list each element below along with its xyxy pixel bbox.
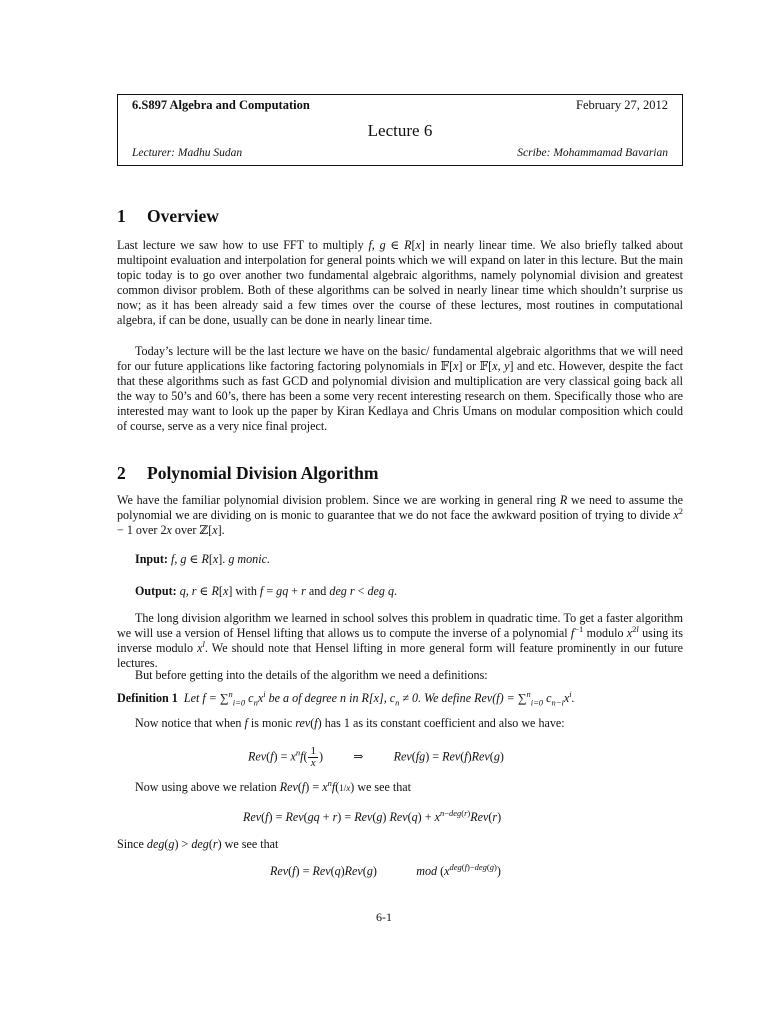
input-spec: Input: f, g ∈ R[x]. g monic.	[135, 552, 270, 566]
division-paragraph-1: We have the familiar polynomial division problem. Since we are working in general ring R we need to assume the polynomial we are dividing on is monic to guarantee that we do not face the awkward position of trying to divide $x^2 - 1$ over 2x over ℤ[x].	[117, 493, 683, 538]
section-heading-polynomial-division	[117, 463, 378, 484]
section-number: 2	[117, 463, 126, 483]
lecturer: Lecturer: Madhu Sudan	[132, 147, 243, 159]
lecture-date: February 27, 2012	[576, 98, 668, 112]
division-paragraph-4: Now notice that when f is monic rev(f) has 1 as its constant coefficient and also we have:	[135, 716, 565, 730]
equation-rev-identity: $Rev(f) = x^nf$( $\frac{1}{x}$ ) ⇒ Rev(fg) = Rev(f)Rev(g)	[248, 745, 504, 769]
lecture-title: Lecture 6	[367, 121, 433, 140]
section-number: 1	[117, 206, 126, 226]
course-title: 6.S897 Algebra and Computation	[132, 98, 310, 112]
scribe: Scribe: Mohammamad Bavarian	[517, 147, 668, 159]
definition-1: Definition 1 Let f = ∑$^n_{i=0}$ $c_nx^i$ be a of degree n in R[x], $c_n \ne 0$. We define Rev(f) = ∑$^n_{i=0}$ $c_{n-i}x^i$.	[117, 688, 575, 708]
overview-paragraph-2: Today’s lecture will be the last lecture we have on the basic/ fundamental algebraic algorithms that we will need for our future applications like factoring factoring polynomials in 𝔽[x] or 𝔽[x, y] and etc. However, despite the fact that these algorithms such as fast GCD and polynomial division and multiplication are very classical going back all the way to 50’s and 60’s, there has been a some very recent interesting research on them. Specifically those who are interested may want to look up the paper by Kiran Kedlaya and Chris Umans on modular composition which could of course, serve as a very nice final project.	[117, 344, 683, 434]
division-paragraph-2: The long division algorithm we learned in school solves this problem in quadratic time. To get a faster algorithm we will use a version of Hensel lifting that allows us to compute the inverse of a polynomial $f^{-1}$ modulo $x^{2l}$ using its inverse modulo $x^l$. We should note that Hensel lifting in more general form will feature prominently in our future lectures.	[117, 611, 683, 671]
section-title: Polynomial Division Algorithm	[147, 463, 379, 483]
division-paragraph-3: But before getting into the details of the algorithm we need a definitions:	[135, 668, 488, 682]
output-spec: Output: q, r ∈ R[x] with f = gq + r and deg r < deg q.	[135, 584, 398, 598]
equation-rev-mod: Rev(f) = Rev(q)Rev(g) mod $(x^{deg(f)-deg(g)})$	[270, 861, 501, 878]
lecture-header-box	[117, 94, 683, 166]
equation-rev-division: Rev(f) = Rev(gq + r) = Rev(g) $Rev(q) + x^{n-deg(r)}Rev(r)$	[243, 807, 502, 824]
section-title: Overview	[147, 206, 219, 226]
since-sentence: Since deg(g) > deg(r) we see that	[117, 837, 279, 851]
page-number: 6-1	[376, 910, 392, 924]
overview-paragraph-1: Last lecture we saw how to use FFT to multiply f, g ∈ R[x] in nearly linear time. We also briefly talked about multipoint evaluation and interpolation for general points which we will expand on later in this lecture. But the main topic today is to go over another two fundamental algebraic algorithms, namely polynomial division and greatest common divisor problem. Both of these algorithms can be solved in nearly linear time which shouldn’t surprise us now; as it has been already said a few times over the course of these lectures, most routines in computational algebra, if can be done, usually can be done in nearly linear time.	[117, 238, 684, 328]
section-heading-overview	[117, 206, 219, 227]
division-paragraph-5: Now using above we relation $Rev(f) = x^nf(1/x)$ we see that	[135, 777, 412, 794]
